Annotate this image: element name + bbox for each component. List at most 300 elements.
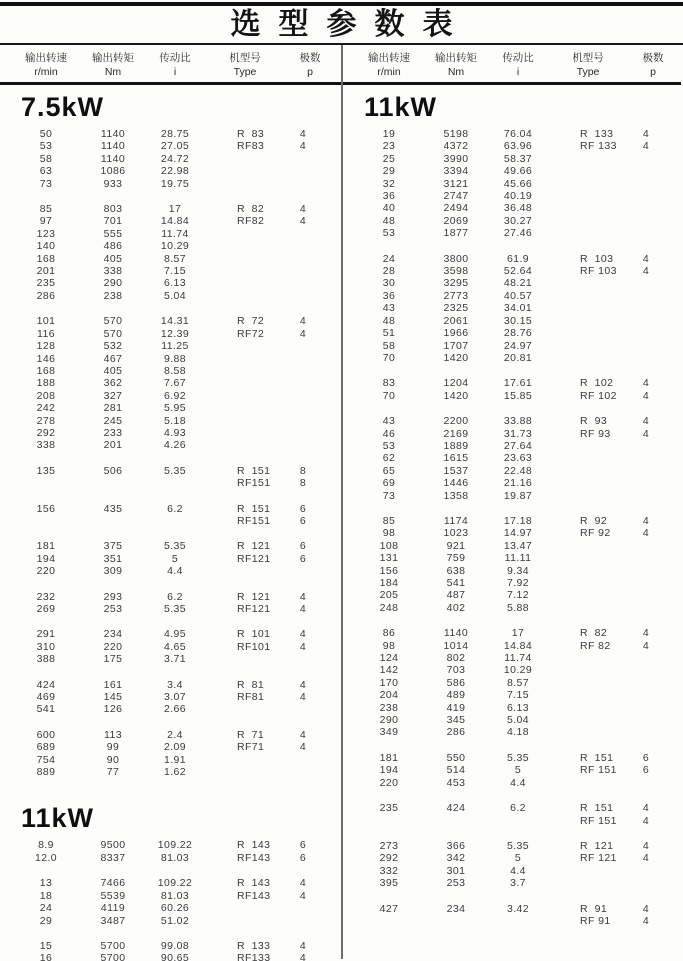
cell-speed: 70 bbox=[382, 389, 396, 402]
cell-torque: 238 bbox=[103, 289, 123, 302]
cell-ratio: 61.9 bbox=[506, 252, 530, 265]
cell-speed: 290 bbox=[379, 714, 399, 727]
cell-ratio: 4.4 bbox=[510, 864, 526, 877]
table-row bbox=[343, 664, 681, 676]
cell-torque: 2325 bbox=[443, 302, 469, 315]
table-row bbox=[343, 290, 681, 302]
cell-type bbox=[551, 602, 625, 614]
cell-torque: 234 bbox=[446, 902, 466, 915]
cell-speed: 205 bbox=[379, 589, 399, 602]
cell-type: RF83 bbox=[237, 140, 265, 153]
cell-type: RF101 bbox=[237, 640, 271, 653]
cell-ratio: 5.18 bbox=[163, 414, 187, 427]
cell-type: R 92 bbox=[580, 514, 608, 527]
cell-type: RF 91 bbox=[580, 914, 611, 927]
cell-speed: 123 bbox=[36, 227, 56, 240]
table-row bbox=[0, 940, 341, 952]
cell-poles: 4 bbox=[299, 603, 307, 615]
cell-type: RF71 bbox=[237, 741, 265, 754]
cell-torque: 586 bbox=[446, 676, 466, 689]
cell-type: R 121 bbox=[237, 540, 271, 553]
table-row bbox=[343, 227, 681, 239]
cell-type bbox=[551, 577, 625, 589]
cell-poles bbox=[625, 689, 681, 701]
cell-speed: 181 bbox=[36, 540, 56, 553]
cell-torque: 424 bbox=[446, 802, 466, 815]
cell-type: RF 133 bbox=[580, 140, 617, 153]
cell-poles: 4 bbox=[642, 914, 650, 927]
cell-poles bbox=[282, 415, 338, 427]
cell-torque: 342 bbox=[446, 852, 466, 865]
cell-poles: 4 bbox=[299, 215, 307, 228]
cell-type bbox=[551, 202, 625, 214]
cell-ratio: 99.08 bbox=[160, 939, 190, 952]
cell-speed: 58 bbox=[382, 339, 396, 352]
table-row bbox=[0, 377, 341, 389]
cell-speed bbox=[351, 815, 427, 827]
cell-poles bbox=[625, 540, 681, 552]
cell-speed: 168 bbox=[36, 364, 56, 377]
cell-poles: 4 bbox=[299, 203, 307, 216]
cell-torque: 245 bbox=[103, 414, 123, 427]
table-row bbox=[0, 290, 341, 302]
cell-type: R 143 bbox=[237, 839, 271, 852]
cell-speed: 62 bbox=[382, 452, 396, 465]
cell-speed: 201 bbox=[36, 265, 56, 278]
cell-torque: 234 bbox=[103, 628, 123, 641]
column-header-zh: 输出转矩 bbox=[435, 52, 477, 64]
cell-poles: 4 bbox=[642, 814, 650, 827]
cell-type: RF143 bbox=[237, 851, 271, 864]
cell-type bbox=[208, 277, 282, 289]
cell-poles bbox=[282, 439, 338, 451]
row-group bbox=[0, 729, 341, 779]
cell-poles bbox=[625, 589, 681, 601]
cell-torque: 1615 bbox=[443, 452, 469, 465]
cell-speed: 58 bbox=[39, 152, 53, 165]
cell-ratio: 45.66 bbox=[503, 177, 533, 190]
table-row bbox=[343, 202, 681, 214]
cell-ratio: 51.02 bbox=[160, 914, 190, 927]
table-row bbox=[343, 589, 681, 601]
cell-ratio: 11.74 bbox=[161, 227, 189, 240]
cell-type bbox=[208, 240, 282, 252]
cell-torque: 1707 bbox=[443, 339, 469, 352]
cell-poles bbox=[282, 402, 338, 414]
cell-type: RF151 bbox=[237, 477, 271, 490]
cell-poles: 6 bbox=[299, 540, 307, 553]
table-row bbox=[0, 754, 341, 766]
cell-poles bbox=[625, 227, 681, 239]
table-row bbox=[0, 729, 341, 741]
column-header-unit: Nm bbox=[447, 66, 465, 78]
cell-poles bbox=[625, 714, 681, 726]
cell-poles: 4 bbox=[299, 327, 307, 340]
cell-torque: 5700 bbox=[100, 939, 126, 952]
row-group bbox=[343, 752, 681, 789]
cell-poles bbox=[625, 677, 681, 689]
cell-ratio: 8.57 bbox=[163, 252, 187, 265]
cell-ratio: 36.48 bbox=[503, 202, 533, 215]
cell-torque: 467 bbox=[103, 352, 123, 365]
cell-speed: 48 bbox=[382, 214, 396, 227]
cell-type bbox=[551, 877, 625, 889]
cell-torque bbox=[84, 515, 142, 527]
table-row bbox=[343, 390, 681, 402]
cell-speed: 269 bbox=[36, 603, 56, 615]
cell-speed: 108 bbox=[379, 539, 399, 552]
table-row bbox=[343, 315, 681, 327]
cell-torque: 281 bbox=[103, 402, 123, 415]
cell-speed: 50 bbox=[39, 128, 53, 140]
cell-ratio: 63.96 bbox=[503, 140, 533, 153]
cell-speed: 53 bbox=[382, 227, 396, 240]
cell-poles: 4 bbox=[299, 128, 307, 140]
cell-torque: 5198 bbox=[443, 128, 469, 140]
cell-poles: 4 bbox=[642, 514, 650, 527]
cell-type: RF133 bbox=[237, 952, 271, 961]
cell-poles bbox=[282, 427, 338, 439]
table-row bbox=[0, 540, 341, 552]
cell-torque: 1204 bbox=[443, 377, 469, 390]
cell-speed: 146 bbox=[36, 352, 56, 365]
column-header-unit: Type bbox=[576, 66, 600, 78]
cell-type bbox=[551, 165, 625, 177]
cell-poles bbox=[625, 315, 681, 327]
cell-speed: 395 bbox=[379, 877, 399, 890]
cell-poles bbox=[625, 190, 681, 202]
cell-speed: 194 bbox=[36, 552, 56, 565]
cell-ratio: 6.2 bbox=[167, 590, 183, 603]
table-row bbox=[343, 253, 681, 265]
table-row bbox=[0, 178, 341, 190]
table-row bbox=[343, 440, 681, 452]
cell-torque: 290 bbox=[103, 277, 123, 290]
cell-torque: 309 bbox=[103, 565, 123, 578]
table-row bbox=[343, 352, 681, 364]
cell-speed: 98 bbox=[382, 639, 396, 652]
table-row bbox=[343, 215, 681, 227]
row-group bbox=[343, 802, 681, 827]
cell-torque: 113 bbox=[104, 728, 122, 741]
table-row bbox=[343, 128, 681, 140]
cell-ratio: 4.26 bbox=[163, 439, 187, 452]
cell-ratio: 17 bbox=[511, 627, 525, 640]
cell-speed: 128 bbox=[36, 340, 56, 353]
cell-speed: 36 bbox=[382, 289, 396, 302]
cell-type bbox=[551, 315, 625, 327]
table-row bbox=[0, 603, 341, 615]
cell-speed: 310 bbox=[36, 640, 56, 653]
cell-speed: 51 bbox=[382, 327, 396, 340]
column-header-zh: 机型号 bbox=[229, 52, 261, 64]
cell-torque: 453 bbox=[446, 776, 466, 789]
column-header-zh: 传动比 bbox=[502, 52, 534, 64]
cell-speed: 181 bbox=[379, 751, 399, 764]
column-header-zh: 输出转速 bbox=[368, 52, 410, 64]
cell-poles bbox=[282, 165, 338, 177]
cell-speed bbox=[8, 477, 84, 489]
table-row bbox=[343, 377, 681, 389]
cell-type: RF143 bbox=[237, 889, 271, 902]
cell-poles: 6 bbox=[299, 552, 307, 565]
table-row bbox=[343, 903, 681, 915]
cell-poles: 4 bbox=[299, 728, 307, 741]
cell-torque: 201 bbox=[103, 439, 123, 452]
cell-torque: 701 bbox=[103, 215, 123, 228]
table-row bbox=[0, 365, 341, 377]
table-row bbox=[0, 390, 341, 402]
cell-ratio: 5.04 bbox=[163, 289, 187, 302]
cell-torque: 4119 bbox=[100, 902, 126, 915]
cell-speed: 427 bbox=[379, 902, 399, 915]
cell-poles bbox=[282, 703, 338, 715]
cell-ratio: 5.35 bbox=[506, 751, 530, 764]
table-row bbox=[0, 465, 341, 477]
column-header-unit: i bbox=[516, 66, 520, 78]
cell-torque: 405 bbox=[103, 252, 123, 265]
row-group bbox=[0, 540, 341, 577]
cell-torque: 1889 bbox=[443, 439, 469, 452]
cell-speed: 29 bbox=[39, 914, 53, 927]
cell-poles: 4 bbox=[642, 140, 650, 153]
table-row bbox=[343, 140, 681, 152]
cell-torque: 1420 bbox=[443, 351, 469, 364]
cell-torque: 3487 bbox=[100, 914, 126, 927]
cell-torque: 2169 bbox=[443, 427, 469, 440]
cell-poles bbox=[282, 340, 338, 352]
cell-type: RF 103 bbox=[580, 265, 617, 278]
cell-torque: 1420 bbox=[443, 389, 469, 402]
table-row bbox=[343, 340, 681, 352]
table-row bbox=[343, 602, 681, 614]
table-row bbox=[343, 452, 681, 464]
cell-speed: 291 bbox=[36, 628, 56, 641]
cell-ratio: 6.2 bbox=[510, 802, 526, 815]
cell-poles bbox=[282, 902, 338, 914]
cell-ratio: 2.4 bbox=[167, 728, 183, 741]
cell-speed: 53 bbox=[382, 439, 396, 452]
cell-type bbox=[208, 902, 282, 914]
cell-type bbox=[208, 415, 282, 427]
cell-torque: 1140 bbox=[100, 152, 126, 165]
cell-type bbox=[208, 340, 282, 352]
cell-torque: 933 bbox=[103, 177, 123, 190]
table-row bbox=[343, 302, 681, 314]
cell-poles bbox=[625, 202, 681, 214]
table-row bbox=[0, 402, 341, 414]
cell-poles bbox=[282, 365, 338, 377]
cell-type bbox=[551, 677, 625, 689]
cell-type: RF72 bbox=[237, 327, 265, 340]
table-row bbox=[0, 952, 341, 961]
cell-type: RF81 bbox=[237, 691, 265, 704]
row-group bbox=[0, 839, 341, 864]
cell-poles bbox=[625, 352, 681, 364]
cell-type: R 81 bbox=[237, 678, 265, 691]
table-row bbox=[0, 277, 341, 289]
cell-poles: 6 bbox=[642, 751, 650, 764]
table-row bbox=[343, 865, 681, 877]
cell-poles bbox=[625, 565, 681, 577]
cell-type bbox=[551, 290, 625, 302]
cell-ratio: 4.93 bbox=[163, 426, 187, 439]
cell-ratio: 4.4 bbox=[510, 776, 526, 789]
cell-type bbox=[551, 178, 625, 190]
cell-poles bbox=[625, 702, 681, 714]
cell-poles bbox=[625, 440, 681, 452]
cell-torque bbox=[427, 815, 485, 827]
cell-ratio: 48.21 bbox=[503, 277, 533, 290]
cell-speed: 18 bbox=[39, 889, 53, 902]
cell-poles bbox=[282, 290, 338, 302]
table-row bbox=[343, 565, 681, 577]
column-header-unit: i bbox=[173, 66, 177, 78]
cell-ratio: 7.15 bbox=[163, 265, 187, 278]
table-row bbox=[0, 641, 341, 653]
row-group bbox=[343, 415, 681, 502]
table-row bbox=[0, 165, 341, 177]
cell-speed: 24 bbox=[39, 902, 53, 915]
cell-ratio: 20.81 bbox=[503, 351, 533, 364]
cell-torque: 1086 bbox=[100, 165, 126, 178]
cell-torque: 7466 bbox=[100, 877, 126, 890]
cell-speed: 98 bbox=[382, 527, 396, 540]
cell-ratio: 5.35 bbox=[506, 839, 530, 852]
cell-speed: 184 bbox=[379, 577, 399, 589]
cell-speed: 12.0 bbox=[34, 851, 58, 864]
cell-ratio: 5 bbox=[171, 552, 179, 565]
cell-speed: 131 bbox=[379, 552, 399, 565]
cell-ratio: 10.29 bbox=[503, 664, 533, 677]
cell-torque: 8337 bbox=[100, 851, 126, 864]
table-row bbox=[343, 677, 681, 689]
cell-poles bbox=[625, 490, 681, 502]
section-heading: 11kW bbox=[364, 92, 438, 122]
cell-type: R 102 bbox=[580, 377, 614, 390]
cell-ratio: 23.63 bbox=[503, 452, 533, 465]
cell-type: R 151 bbox=[237, 502, 271, 515]
row-group bbox=[343, 377, 681, 402]
table-row bbox=[0, 902, 341, 914]
cell-speed: 168 bbox=[36, 252, 56, 265]
cell-torque: 233 bbox=[103, 426, 123, 439]
cell-ratio: 5.35 bbox=[163, 603, 187, 615]
cell-torque: 402 bbox=[446, 601, 466, 614]
cell-speed: 238 bbox=[379, 701, 399, 714]
cell-torque: 3800 bbox=[443, 252, 469, 265]
cell-type bbox=[208, 265, 282, 277]
table-row bbox=[343, 702, 681, 714]
cell-ratio: 8.58 bbox=[163, 364, 187, 377]
table-row bbox=[0, 140, 341, 152]
cell-type: R 101 bbox=[237, 628, 271, 641]
table-row bbox=[0, 591, 341, 603]
table-row bbox=[0, 565, 341, 577]
table-row bbox=[343, 490, 681, 502]
cell-speed: 15 bbox=[39, 939, 53, 952]
cell-torque: 1877 bbox=[443, 227, 469, 240]
cell-torque: 921 bbox=[446, 539, 466, 552]
cell-speed: 85 bbox=[39, 203, 53, 216]
cell-poles: 4 bbox=[642, 377, 650, 390]
table-row bbox=[0, 766, 341, 778]
cell-poles bbox=[625, 664, 681, 676]
cell-speed: 349 bbox=[379, 726, 399, 739]
cell-speed: 19 bbox=[382, 128, 396, 140]
cell-ratio: 109.22 bbox=[157, 839, 193, 852]
table-row bbox=[343, 190, 681, 202]
section-heading: 11kW bbox=[21, 803, 95, 834]
cell-torque: 1140 bbox=[443, 627, 469, 640]
cell-type: RF 151 bbox=[580, 764, 617, 777]
table-row bbox=[0, 653, 341, 665]
cell-poles bbox=[625, 340, 681, 352]
cell-speed: 170 bbox=[379, 676, 399, 689]
cell-poles: 4 bbox=[642, 802, 650, 815]
cell-ratio: 7.12 bbox=[506, 589, 530, 602]
cell-speed: 208 bbox=[36, 389, 56, 402]
cell-torque: 3990 bbox=[443, 152, 469, 165]
cell-type bbox=[551, 215, 625, 227]
cell-speed: 8.9 bbox=[38, 839, 54, 852]
table-row bbox=[343, 515, 681, 527]
cell-ratio: 3.4 bbox=[167, 678, 183, 691]
table-row bbox=[343, 540, 681, 552]
cell-poles bbox=[282, 277, 338, 289]
table-row bbox=[0, 915, 341, 927]
cell-speed: 424 bbox=[36, 678, 56, 691]
cell-ratio: 6.13 bbox=[163, 277, 187, 290]
row-group bbox=[0, 465, 341, 490]
cell-poles bbox=[282, 153, 338, 165]
cell-type: RF121 bbox=[237, 552, 271, 565]
table-row bbox=[0, 427, 341, 439]
cell-ratio: 5.95 bbox=[163, 402, 187, 415]
table-row bbox=[0, 839, 341, 851]
column-header-unit: Type bbox=[233, 66, 257, 78]
column-header-zh: 传动比 bbox=[159, 52, 191, 64]
cell-ratio: 11.11 bbox=[504, 552, 532, 565]
row-group bbox=[343, 515, 681, 614]
cell-torque: 327 bbox=[103, 389, 123, 402]
cell-poles bbox=[625, 178, 681, 190]
cell-ratio: 5.35 bbox=[163, 464, 187, 477]
cell-speed: 248 bbox=[379, 601, 399, 614]
cell-ratio: 10.29 bbox=[160, 240, 190, 253]
cell-torque: 2200 bbox=[443, 415, 469, 428]
cell-ratio bbox=[142, 477, 208, 489]
cell-torque: 759 bbox=[446, 552, 466, 565]
cell-ratio: 30.27 bbox=[503, 214, 533, 227]
cell-poles bbox=[625, 865, 681, 877]
cell-torque: 286 bbox=[446, 726, 466, 739]
cell-type bbox=[208, 766, 282, 778]
table-row bbox=[0, 703, 341, 715]
cell-poles: 4 bbox=[642, 639, 650, 652]
cell-type bbox=[551, 726, 625, 738]
table-row bbox=[343, 764, 681, 776]
cell-type: R 71 bbox=[237, 728, 265, 741]
cell-speed: 332 bbox=[379, 864, 399, 877]
cell-type: R 133 bbox=[237, 939, 271, 952]
cell-torque: 99 bbox=[106, 741, 120, 754]
cell-torque: 77 bbox=[106, 766, 120, 779]
cell-poles: 4 bbox=[299, 877, 307, 890]
cell-type: R 72 bbox=[237, 315, 265, 328]
cell-torque: 362 bbox=[103, 377, 123, 390]
cell-type bbox=[208, 390, 282, 402]
